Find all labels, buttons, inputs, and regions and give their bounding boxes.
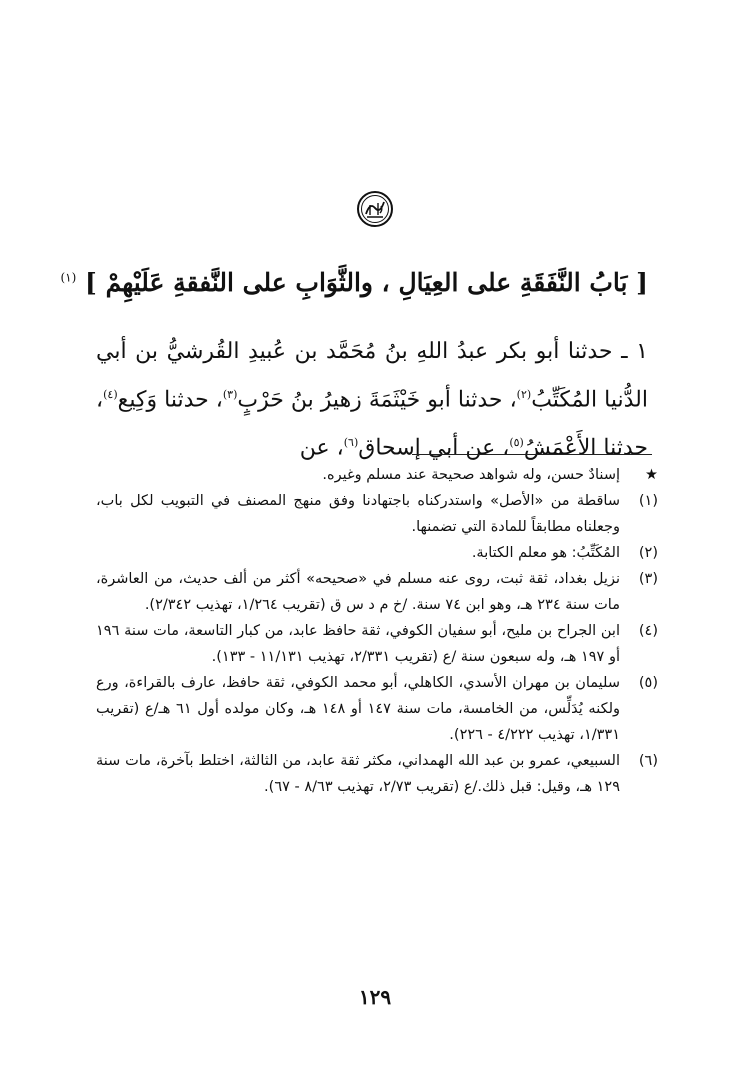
narration-segment: حدثنا أبو بكر عبدُ اللهِ بنُ مُحَمَّد بن عُبيدِ القُرشيُّ بن أبي الدُّنيا المُكَتِّبُ [96, 339, 648, 413]
narration-number: ١ ـ [621, 339, 648, 364]
footnote-text: نزيل بغداد، ثقة ثبت، روى عنه مسلم في «صحيحه» أكثر من ألف حديث، من العاشرة، مات سنة ٢٣٤ هـ، وهو ابن ٧٤ سنة. /خ م د س ق (تقريب ١/٢٦٤، تهذيب ٢/٣٤٢). [96, 571, 620, 613]
footnote-text: ابن الجراح بن مليح، أبو سفيان الكوفي، ثقة حافظ عابد، من كبار التاسعة، مات سنة ١٩٦ أو ١٩٧ هـ، وله سبعون سنة /ع (تقريب ٢/٣٣١، تهذيب ١١/١٣١ - ١٣٣). [96, 623, 620, 665]
footnote-marker: (١) [638, 493, 658, 509]
hadith-narration [96, 330, 648, 470]
narration-segment: ، عن أبي إسحاق [358, 435, 510, 461]
footnote-text: المُكَتِّبُ: هو معلم الكتابة. [471, 545, 620, 561]
footnote-ref: (٥) [509, 436, 524, 450]
footnote-separator [412, 454, 652, 455]
footnote-text: السبيعي، عمرو بن عبد الله الهمداني، مكثر ثقة عابد، من الثالثة، اختلط بآخرة، مات سنة ١٢٩ هـ، وقيل: قبل ذلك./ع (تقريب ٢/٧٣، تهذيب ٨/٦٣ - ٦٧). [96, 753, 620, 795]
footnote-ref: (٣) [222, 388, 238, 401]
page-number: ١٢٩ [358, 985, 392, 1009]
narration-segment: ، حدثنا الأَعْمَشُ [96, 387, 648, 461]
footnotes [96, 462, 658, 800]
footnote-marker: (٢) [638, 545, 658, 561]
footnote [96, 748, 658, 800]
narration-segment: ، حدثنا وَكِيع [117, 387, 223, 413]
calligraphy-seal-icon [356, 190, 394, 228]
footnote-text: إسنادٌ حسن، وله شواهد صحيحة عند مسلم وغيره. [322, 467, 620, 483]
footnote-ref: (٤) [103, 388, 118, 401]
footnote-text: سليمان بن مهران الأسدي، الكاهلي، أبو محمد الكوفي، ثقة حافظ، عارف بالقراءة، ورع ولكنه يُدَلِّس، من الخامسة، مات سنة ١٤٧ أو ١٤٨ هـ، وكان مولده أول ٦١ هـ/ع (تقريب ١/٣٣١، تهذيب ٤/٢٢٢ - ٢٢٦). [96, 675, 621, 743]
narration-segment: ، حدثنا أبو خَيْثَمَةَ زهيرُ بنُ حَرْبٍ [237, 387, 517, 413]
footnote [96, 462, 658, 488]
heading-footnote-ref: (١) [60, 270, 77, 285]
footnote-marker: ★ [645, 467, 658, 483]
footnote-ref: (٦) [343, 436, 359, 450]
chapter-heading-text: [ بَابُ النَّفَقَةِ على العِيَالِ ، والثَّوَابِ على النَّفقةِ عَلَيْهِمْ ] [85, 268, 648, 297]
footnote [96, 566, 658, 618]
footnote-marker: (٣) [638, 571, 658, 587]
chapter-heading [60, 268, 648, 297]
footnote-marker: (٥) [638, 675, 658, 691]
footnote [96, 540, 658, 566]
footnote-text: ساقطة من «الأصل» واستدركناه باجتهادنا وفق منهج المصنف في التبويب لكل باب، وجعلناه مطابقاً للمادة التي تضمنها. [96, 493, 620, 535]
footnote-ref: (٢) [516, 388, 532, 401]
footnote [96, 488, 658, 540]
footnote [96, 670, 658, 748]
footnote-marker: (٦) [638, 753, 658, 769]
footnote-marker: (٤) [638, 623, 658, 639]
narration-segment: ، عن [299, 435, 344, 461]
footnote [96, 618, 658, 670]
